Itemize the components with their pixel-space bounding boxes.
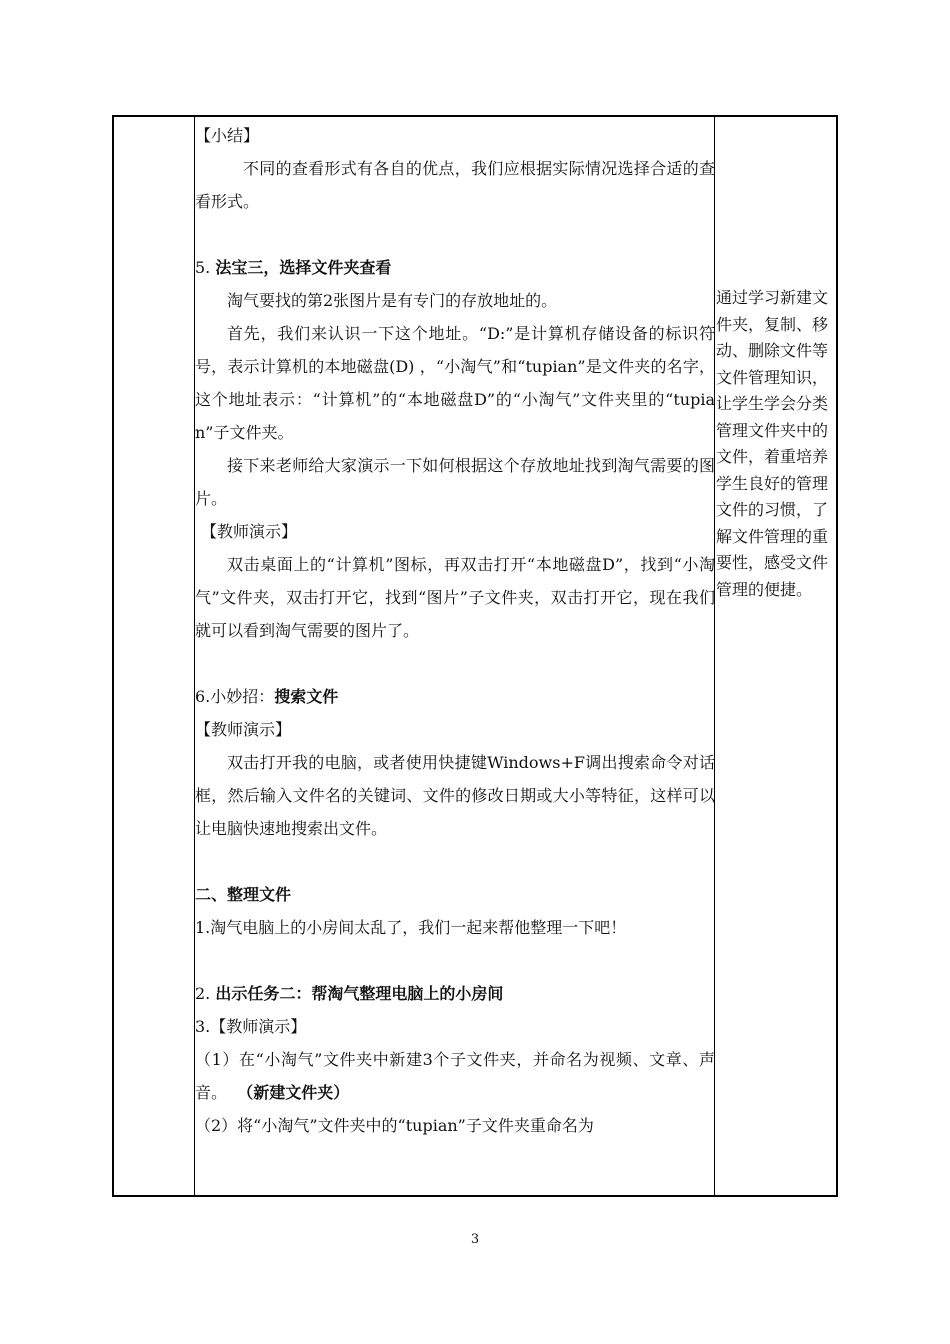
section-5-paragraph: 接下来老师给大家演示一下如何根据这个存放地址找到淘气需要的图片。 [195,456,715,508]
teacher-demo-label: 【教师演示】 [195,720,292,739]
section-5-paragraph: 淘气要找的第2张图片是有专门的存放地址的。 [227,291,558,310]
part-2-item: 3.【教师演示】 [195,1017,307,1036]
section-6-heading: 6.小妙招：搜索文件 [195,687,339,706]
page-number: 3 [470,1232,480,1247]
section-5-paragraph: 双击桌面上的“计算机”图标，再双击打开“本地磁盘D”，找到“小淘气”文件夹，双击打开它，找到“图片”子文件夹，双击打开它，现在我们就可以看到淘气需要的图片了。 [195,555,715,640]
design-intent-note: 通过学习新建文件夹，复制、移动、删除文件等文件管理知识，让学生学会分类管理文件夹中的文件，着重培养学生良好的管理文件的习惯，了解文件管理的重要性，感受文件管理的便捷。 [716,288,829,599]
section-6-paragraph: 双击打开我的电脑，或者使用快捷键Windows+F调出搜索命令对话框，然后输入文件名的关键词、文件的修改日期或大小等特征，这样可以让电脑快速地搜索出文件。 [195,753,715,838]
step-item: （1）在“小淘气”文件夹中新建3个子文件夹，并命名为视频、文章、声音。 （新建文件夹） [195,1050,715,1102]
main-content-column [195,119,715,1142]
section-5-heading: 5. 法宝三，选择文件夹查看 [195,258,392,277]
part-2-heading: 二、整理文件 [195,885,292,904]
section-5-paragraph: 首先，我们来认识一下这个地址。“D:”是计算机存储设备的标识符号，表示计算机的本地磁盘(D) ，“小淘气”和“tupian”是文件夹的名字，这个地址表示：“计算机”的“本地磁盘D”的“小淘气”文件夹里的“tupian”子文件夹。 [195,324,715,442]
teacher-demo-label: 【教师演示】 [201,522,298,541]
part-2-item: 2. 出示任务二：帮淘气整理电脑上的小房间 [195,984,504,1003]
lesson-table [112,115,838,1197]
summary-heading: 【小结】 [195,126,260,145]
part-2-item: 1.淘气电脑上的小房间太乱了，我们一起来帮他整理一下吧！ [195,918,627,937]
step-item: （2）将“小淘气”文件夹中的“tupian”子文件夹重命名为 [195,1116,594,1135]
summary-text: 不同的查看形式有各自的优点，我们应根据实际情况选择合适的查看形式。 [195,159,715,211]
